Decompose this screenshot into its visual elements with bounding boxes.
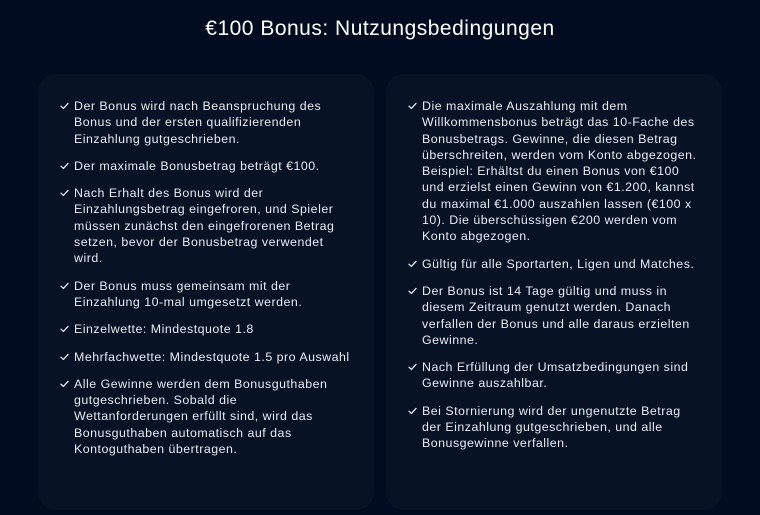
terms-list-item: [60, 98, 352, 147]
terms-list-item: [408, 403, 700, 452]
terms-item-text: Die maximale Auszahlung mit dem Willkommensbonus beträgt das 10-Fache des Bonusbetrags. Gewinne, die diesen Betrag überschreiten, werden vom Konto abgezogen. Beispiel: Erhältst du einen Bonus von €100 und erzielst einen Gewinn von €1.200, kannst du maximal €1.000 auszahlen lassen (€100 x 10). Die überschüssigen €200 werden vom Konto abgezogen.: [422, 99, 697, 244]
terms-list-item: [60, 349, 352, 365]
terms-item-text: Nach Erfüllung der Umsatzbedingungen sind Gewinne auszahlbar.: [422, 360, 689, 391]
terms-item-text: Mehrfachwette: Mindestquote 1.5 pro Auswahl: [74, 349, 350, 364]
check-icon: [408, 359, 422, 375]
check-icon: [60, 278, 74, 294]
check-icon: [408, 98, 422, 114]
terms-list-right: [408, 98, 700, 452]
terms-list-item: [60, 278, 352, 311]
page-title: €100 Bonus: Nutzungsbedingungen: [205, 17, 555, 40]
check-icon: [60, 321, 74, 337]
terms-list-item: [408, 256, 700, 272]
check-icon: [60, 158, 74, 174]
terms-card-right: [386, 74, 722, 510]
terms-item-text: Der maximale Bonusbetrag beträgt €100.: [74, 158, 320, 173]
terms-item-text: Der Bonus wird nach Beanspruchung des Bonus und der ersten qualifizierenden Einzahlung gutgeschrieben.: [74, 99, 322, 146]
terms-item-text: Bei Stornierung wird der ungenutzte Betrag der Einzahlung gutgeschrieben, und alle Bonusgewinne verfallen.: [422, 403, 681, 451]
terms-item-text: Alle Gewinne werden dem Bonusguthaben gutgeschrieben. Sobald die Wettanforderungen erfüllt sind, wird das Bonusguthaben automatisch auf das Kontoguthaben übertragen.: [74, 376, 328, 457]
terms-list-item: [60, 321, 352, 337]
terms-list-item: [60, 376, 352, 457]
check-icon: [60, 376, 74, 392]
terms-list-item: [408, 359, 700, 392]
terms-list-item: [60, 158, 352, 174]
terms-item-text: Einzelwette: Mindestquote 1.8: [74, 322, 254, 337]
terms-item-text: Der Bonus muss gemeinsam mit der Einzahlung 10-mal umgesetzt werden.: [74, 278, 303, 309]
terms-list-item: [408, 98, 700, 245]
terms-list-item: [60, 185, 352, 266]
terms-item-text: Gültig für alle Sportarten, Ligen und Matches.: [422, 256, 695, 271]
terms-item-text: Nach Erhalt des Bonus wird der Einzahlungsbetrag eingefroren, und Spieler müssen zunächst den eingefrorenen Betrag setzen, bevor der Bonusbetrag verwendet wird.: [74, 186, 335, 266]
check-icon: [408, 403, 422, 419]
check-icon: [60, 185, 74, 201]
check-icon: [408, 283, 422, 299]
terms-list-item: [408, 283, 700, 348]
terms-list-left: [60, 98, 352, 457]
check-icon: [408, 256, 422, 272]
terms-item-text: Der Bonus ist 14 Tage gültig und muss in diesem Zeitraum genutzt werden. Danach verfallen der Bonus und alle daraus erzielten Gewinne.: [422, 283, 690, 347]
terms-card-left: [38, 74, 374, 510]
check-icon: [60, 349, 74, 365]
check-icon: [60, 98, 74, 114]
